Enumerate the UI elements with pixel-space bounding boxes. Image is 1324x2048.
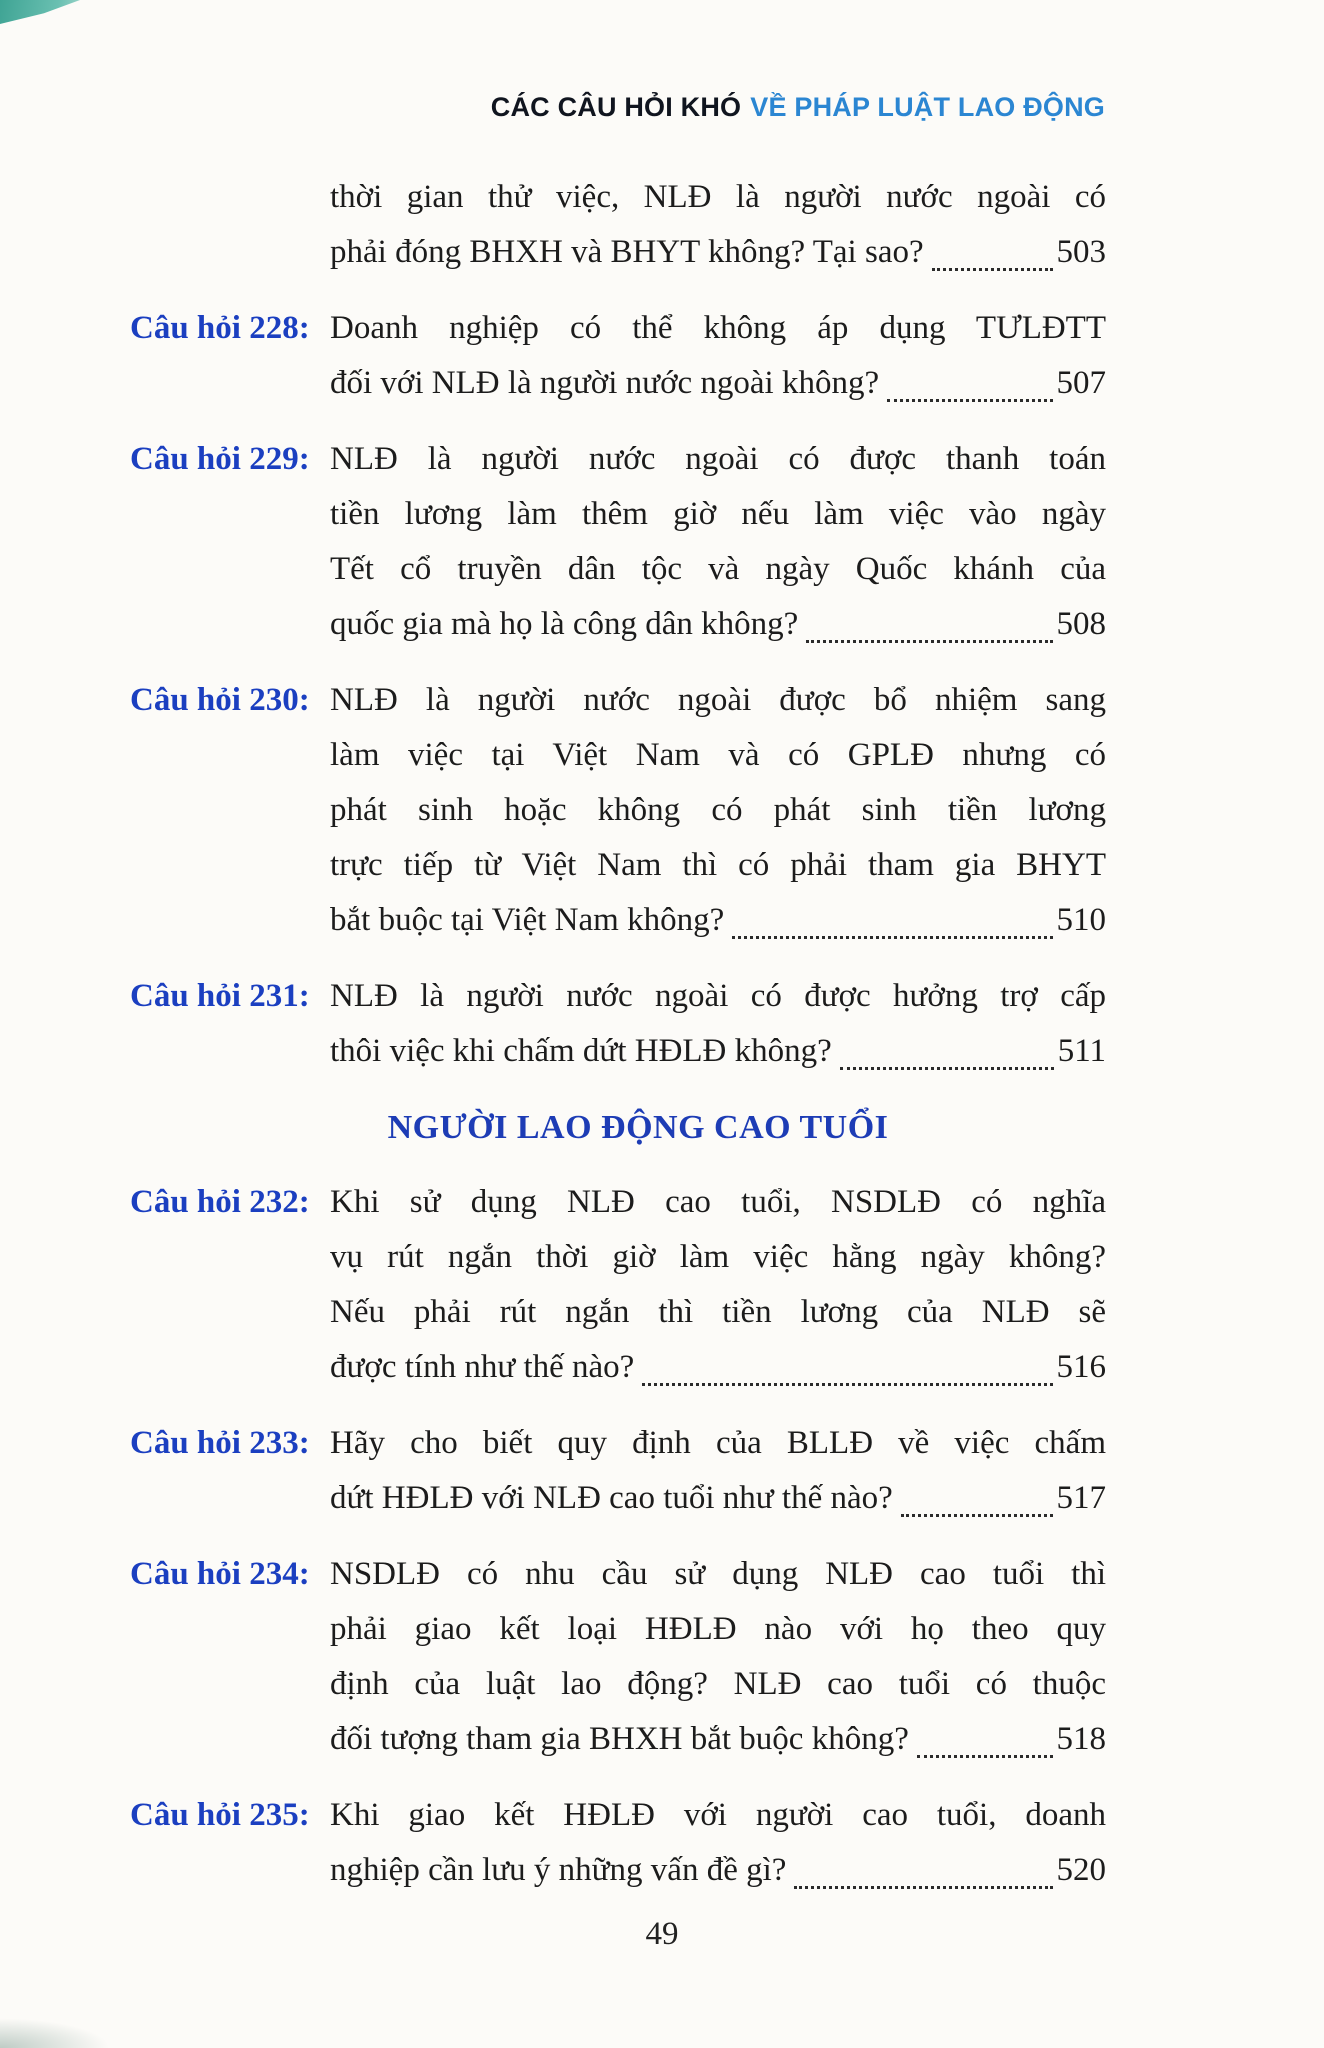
teal-corner-mark-icon	[0, 0, 80, 24]
entry-text	[330, 1788, 1106, 1898]
entry-text	[330, 432, 1106, 652]
toc-entry-continuation	[130, 170, 1106, 280]
toc-line: NLĐ là người nước ngoài có được thanh toán	[330, 441, 1106, 477]
toc-lastline	[330, 225, 1106, 280]
page-number: 507	[1056, 365, 1106, 401]
dot-leader	[917, 1712, 1053, 1758]
toc-line: Tết cổ truyền dân tộc và ngày Quốc khánh của	[330, 551, 1106, 587]
dot-leader	[840, 1024, 1054, 1070]
question-label: Câu hỏi 230:	[130, 682, 310, 718]
toc-lastline	[330, 1843, 1106, 1898]
question-label: Câu hỏi 235:	[130, 1797, 310, 1833]
toc-line: bắt buộc tại Việt Nam không?	[330, 902, 725, 938]
toc-line: đối với NLĐ là người nước ngoài không?	[330, 365, 880, 401]
question-label: Câu hỏi 234:	[130, 1556, 310, 1592]
entry-text	[330, 673, 1106, 948]
page-number: 517	[1056, 1480, 1106, 1516]
toc-lastline	[330, 1024, 1106, 1079]
dot-leader	[732, 893, 1052, 939]
toc-lastline	[330, 597, 1106, 652]
toc-line: tiền lương làm thêm giờ nếu làm việc vào ngày	[330, 496, 1106, 532]
toc-line: Hãy cho biết quy định của BLLĐ về việc chấm	[330, 1425, 1106, 1461]
entry-text	[330, 170, 1106, 280]
page-number: 520	[1056, 1852, 1106, 1888]
header-title-blue: VỀ PHÁP LUẬT LAO ĐỘNG	[750, 92, 1105, 122]
toc-line: Khi sử dụng NLĐ cao tuổi, NSDLĐ có nghĩa	[330, 1184, 1106, 1220]
dot-leader	[887, 356, 1052, 402]
toc-line: thôi việc khi chấm dứt HĐLĐ không?	[330, 1033, 832, 1069]
toc-line: NLĐ là người nước ngoài được bổ nhiệm sang	[330, 682, 1106, 718]
toc-line: quốc gia mà họ là công dân không?	[330, 606, 799, 642]
toc-entry-229	[130, 432, 1106, 652]
page-number: 508	[1056, 606, 1106, 642]
entry-text	[330, 1547, 1106, 1767]
toc-line: NSDLĐ có nhu cầu sử dụng NLĐ cao tuổi thì	[330, 1556, 1106, 1592]
toc-lastline	[330, 1712, 1106, 1767]
entry-text	[330, 969, 1106, 1079]
entry-text	[330, 1416, 1106, 1526]
toc-lastline	[330, 1471, 1106, 1526]
toc-line: Doanh nghiệp có thể không áp dụng TƯLĐTT	[330, 310, 1106, 346]
toc-line: Nếu phải rút ngắn thì tiền lương của NLĐ sẽ	[330, 1294, 1106, 1330]
toc-entry-234	[130, 1547, 1106, 1767]
toc-line: làm việc tại Việt Nam và có GPLĐ nhưng có	[330, 737, 1106, 773]
toc-line: đối tượng tham gia BHXH bắt buộc không?	[330, 1721, 909, 1757]
toc-entry-231	[130, 969, 1106, 1079]
question-label	[130, 170, 330, 280]
toc-entry-235	[130, 1788, 1106, 1898]
footer-page-number: 49	[645, 1916, 679, 1952]
question-label: Câu hỏi 229:	[130, 441, 310, 477]
toc-line: trực tiếp từ Việt Nam thì có phải tham gia BHYT	[330, 847, 1106, 883]
toc-line: định của luật lao động? NLĐ cao tuổi có thuộc	[330, 1666, 1106, 1702]
question-label: Câu hỏi 233:	[130, 1425, 310, 1461]
running-header	[0, 92, 1105, 123]
toc-line: phải đóng BHXH và BHYT không? Tại sao?	[330, 234, 924, 270]
header-title-black: CÁC CÂU HỎI KHÓ	[490, 92, 742, 122]
toc-line: thời gian thử việc, NLĐ là người nước ngoài có	[330, 179, 1106, 215]
dot-leader	[806, 597, 1052, 643]
question-label: Câu hỏi 228:	[130, 310, 310, 346]
dot-leader	[901, 1471, 1053, 1517]
entry-text	[330, 1175, 1106, 1395]
entry-text	[330, 301, 1106, 411]
dot-leader	[794, 1843, 1052, 1889]
toc-entry-232	[130, 1175, 1106, 1395]
section-heading: NGƯỜI LAO ĐỘNG CAO TUỔI	[387, 1109, 889, 1146]
toc-lastline	[330, 1340, 1106, 1395]
toc-lastline	[330, 893, 1106, 948]
toc-line: vụ rút ngắn thời giờ làm việc hằng ngày không?	[330, 1239, 1106, 1275]
toc-line: nghiệp cần lưu ý những vấn đề gì?	[330, 1852, 787, 1888]
toc-line: phải giao kết loại HĐLĐ nào với họ theo quy	[330, 1611, 1106, 1647]
toc-entry-233	[130, 1416, 1106, 1526]
question-label: Câu hỏi 231:	[130, 978, 310, 1014]
scan-smudge	[0, 2018, 110, 2048]
page-number: 516	[1056, 1349, 1106, 1385]
page-number: 518	[1056, 1721, 1106, 1757]
dot-leader	[932, 225, 1053, 271]
page-number: 503	[1056, 234, 1106, 270]
toc-line: phát sinh hoặc không có phát sinh tiền lương	[330, 792, 1106, 828]
toc-entry-230	[130, 673, 1106, 948]
question-label: Câu hỏi 232:	[130, 1184, 310, 1220]
toc-line: được tính như thế nào?	[330, 1349, 635, 1385]
toc-lastline	[330, 356, 1106, 411]
toc-entry-228	[130, 301, 1106, 411]
toc-line: Khi giao kết HĐLĐ với người cao tuổi, doanh	[330, 1797, 1106, 1833]
toc-line: NLĐ là người nước ngoài có được hưởng trợ cấp	[330, 978, 1106, 1014]
page-number: 511	[1057, 1033, 1106, 1069]
table-of-contents	[130, 170, 1106, 1919]
toc-line: dứt HĐLĐ với NLĐ cao tuổi như thế nào?	[330, 1480, 893, 1516]
dot-leader	[642, 1340, 1052, 1386]
page-number: 510	[1056, 902, 1106, 938]
